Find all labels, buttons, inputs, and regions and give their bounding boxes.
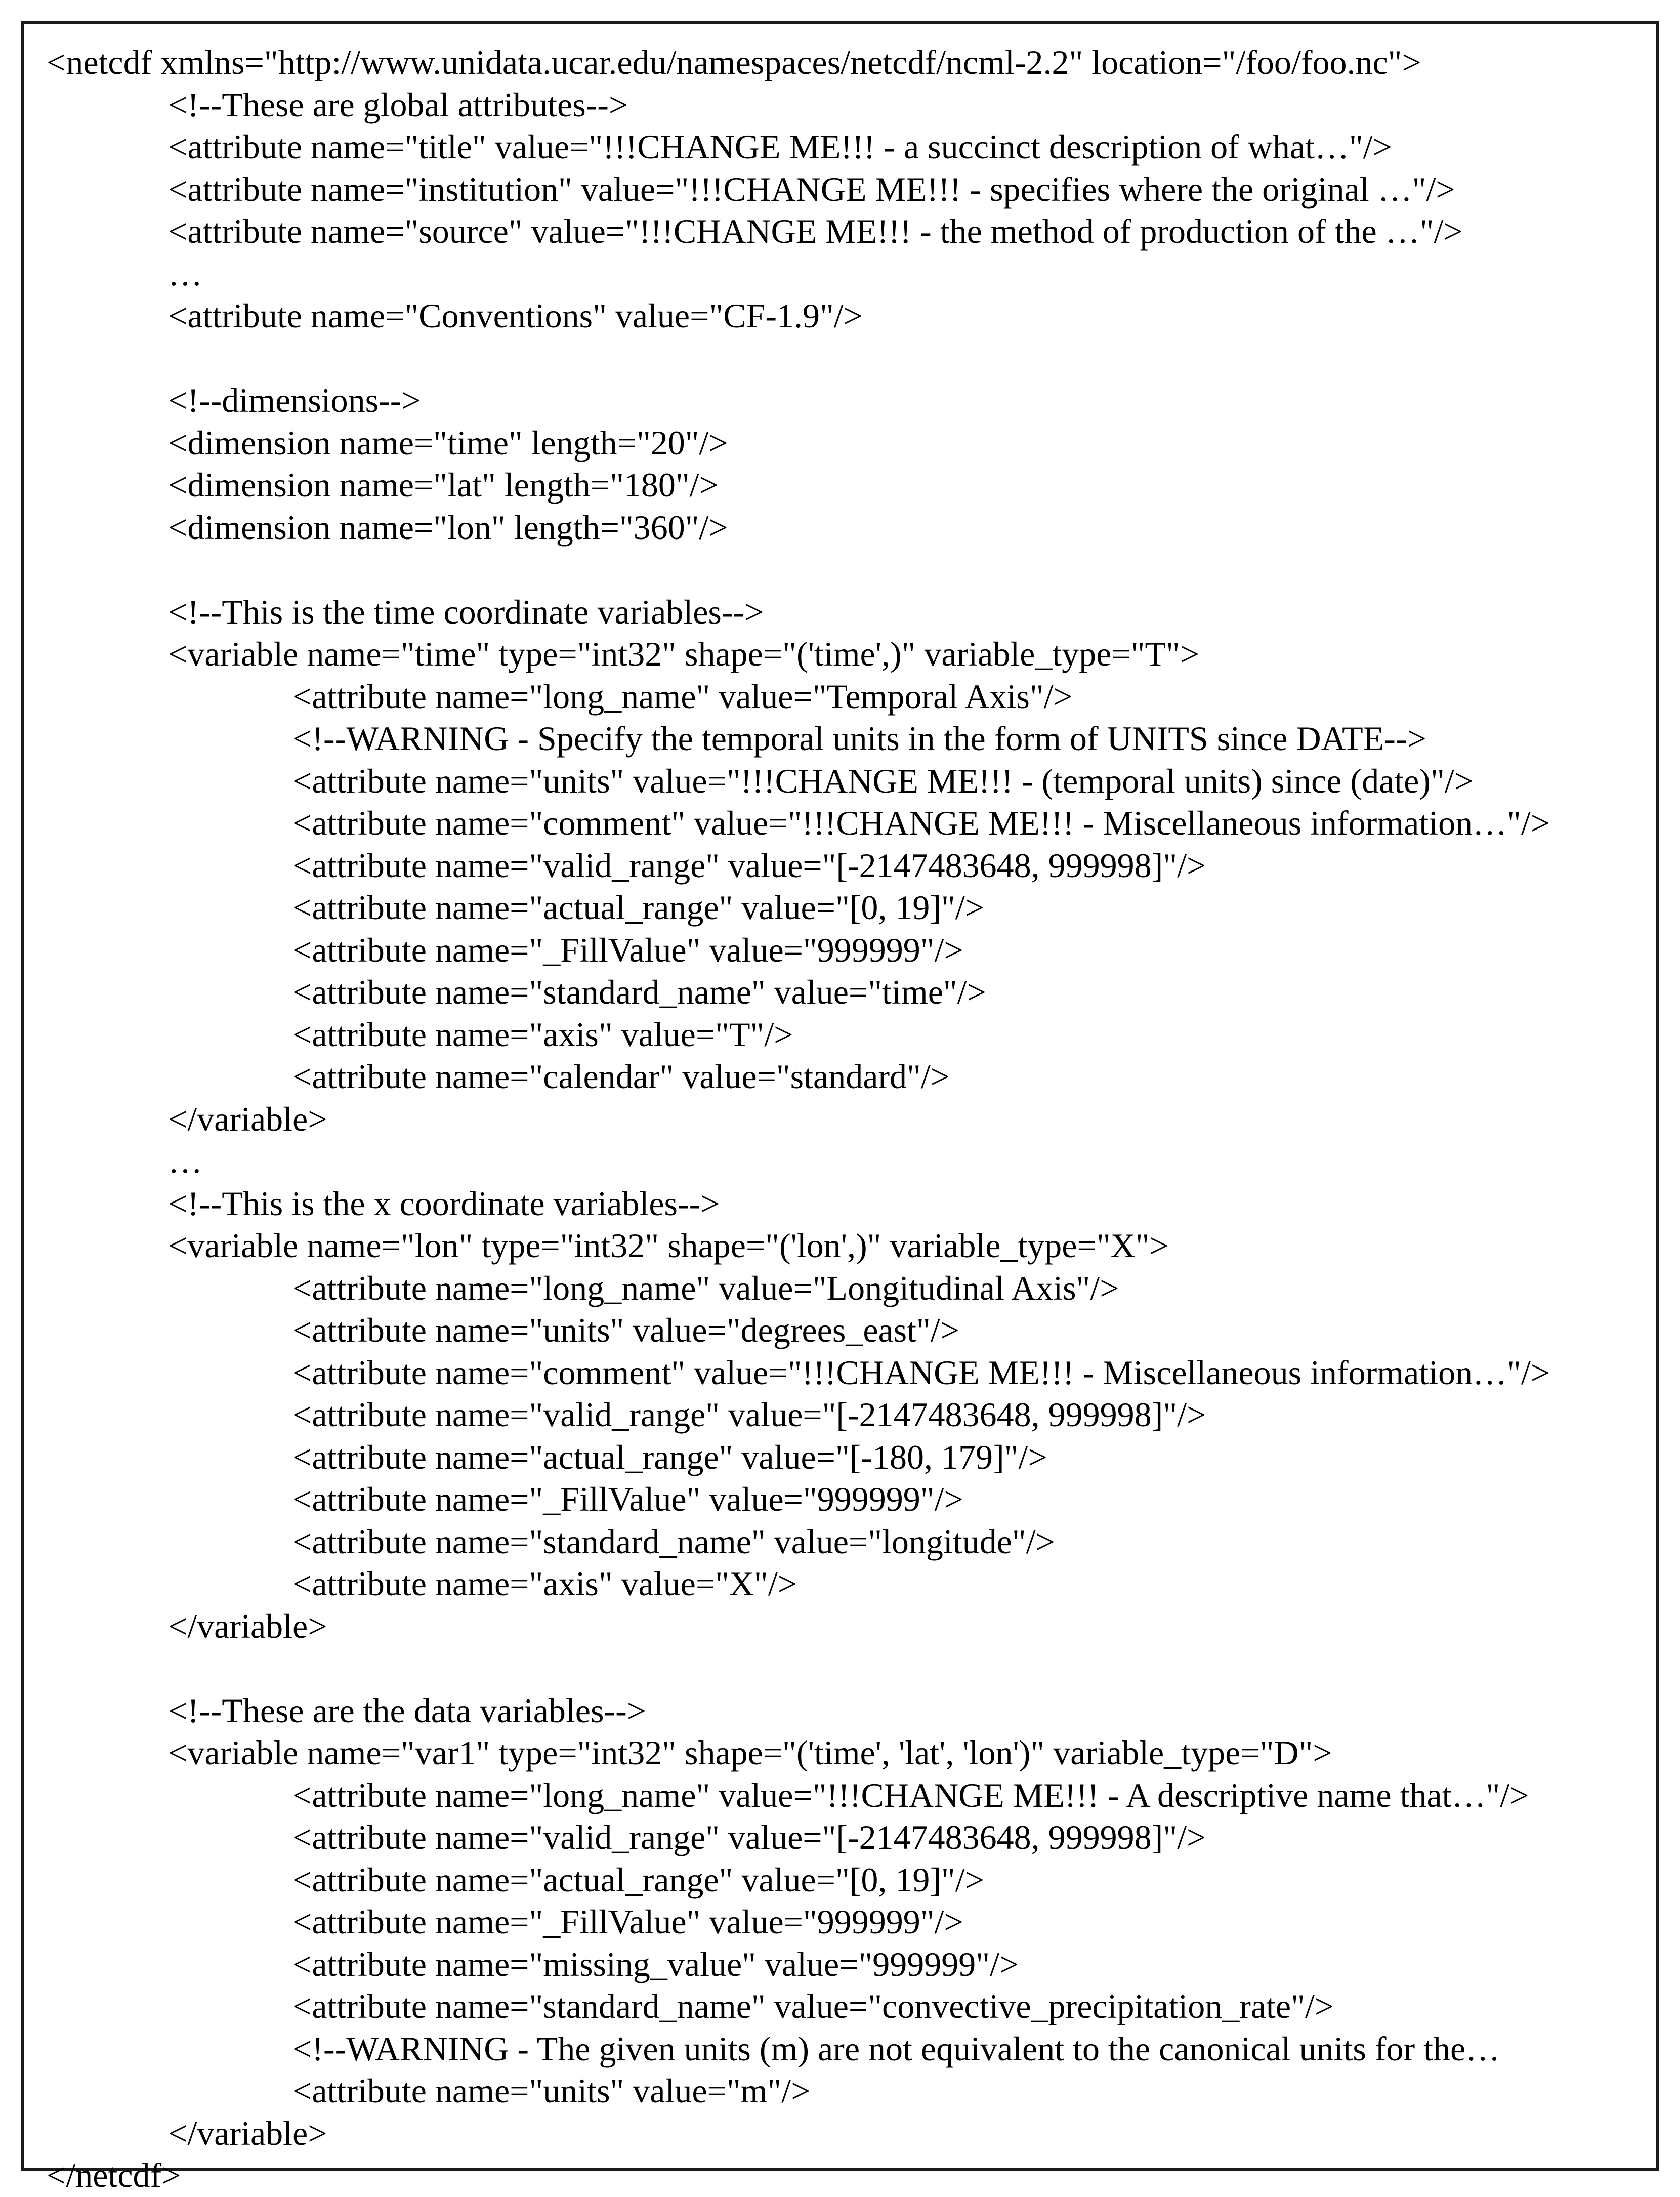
code-line: </netcdf> <box>47 2156 181 2194</box>
code-line: <attribute name="axis" value="T"/> <box>292 1015 793 1054</box>
code-line: <attribute name="comment" value="!!!CHANGE ME!!! - Miscellaneous information…"/> <box>292 1353 1550 1392</box>
code-line: <attribute name="Conventions" value="CF-1.9"/> <box>168 297 863 335</box>
code-line: <attribute name="standard_name" value="longitude"/> <box>292 1522 1055 1561</box>
code-line: <attribute name="actual_range" value="[0, 19]"/> <box>292 1860 985 1899</box>
code-line: <!--This is the time coordinate variables--> <box>168 592 764 631</box>
code-line: <attribute name="long_name" value="Temporal Axis"/> <box>292 677 1073 716</box>
code-line: <attribute name="long_name" value="Longitudinal Axis"/> <box>292 1268 1119 1307</box>
code-line: <!--WARNING - Specify the temporal units in the form of UNITS since DATE--> <box>292 719 1426 758</box>
code-line: <!--These are the data variables--> <box>168 1691 647 1730</box>
code-line: <attribute name="actual_range" value="[-180, 179]"/> <box>292 1437 1047 1476</box>
code-line: </variable> <box>168 1606 327 1645</box>
code-line: <attribute name="comment" value="!!!CHANGE ME!!! - Miscellaneous information…"/> <box>292 804 1550 842</box>
code-line: … <box>168 254 202 293</box>
code-line: </variable> <box>168 2113 327 2152</box>
code-line: <!--This is the x coordinate variables--> <box>168 1184 720 1223</box>
code-line: <attribute name="axis" value="X"/> <box>292 1564 797 1603</box>
code-line: <attribute name="calendar" value="standard"/> <box>292 1057 950 1096</box>
code-line: <dimension name="lon" length="360"/> <box>168 508 728 547</box>
code-line: <attribute name="valid_range" value="[-2147483648, 999998]"/> <box>292 1395 1206 1434</box>
code-line: <attribute name="units" value="degrees_east"/> <box>292 1311 960 1349</box>
code-line: <attribute name="units" value="m"/> <box>292 2071 811 2110</box>
code-line: <attribute name="standard_name" value="convective_precipitation_rate"/> <box>292 1987 1334 2025</box>
code-line: <dimension name="lat" length="180"/> <box>168 466 719 504</box>
code-line: <attribute name="valid_range" value="[-2147483648, 999998]"/> <box>292 1818 1206 1856</box>
code-line: <variable name="var1" type="int32" shape="('time', 'lat', 'lon')" variable_type="D"> <box>168 1733 1332 1772</box>
code-line: <variable name="time" type="int32" shape="('time',)" variable_type="T"> <box>168 635 1200 673</box>
code-line: <!--These are global attributes--> <box>168 85 628 124</box>
code-line: <attribute name="units" value="!!!CHANGE ME!!! - (temporal units) since (date)"/> <box>292 761 1474 800</box>
code-line: <attribute name="_FillValue" value="999999"/> <box>292 1480 963 1518</box>
ncml-code-listing <box>47 42 1550 2197</box>
ncml-document-frame <box>21 21 1659 2194</box>
code-line: <attribute name="title" value="!!!CHANGE ME!!! - a succinct description of what…"/> <box>168 128 1392 166</box>
code-line: <attribute name="_FillValue" value="999999"/> <box>292 930 963 969</box>
code-line: <attribute name="valid_range" value="[-2147483648, 999998]"/> <box>292 846 1206 885</box>
code-line: <attribute name="actual_range" value="[0, 19]"/> <box>292 888 985 927</box>
code-line <box>47 1647 1550 1690</box>
code-line: <attribute name="standard_name" value="time"/> <box>292 973 986 1011</box>
code-line: </variable> <box>168 1099 327 1138</box>
code-line: <!--dimensions--> <box>168 381 421 420</box>
code-line: <dimension name="time" length="20"/> <box>168 423 728 462</box>
code-line: … <box>168 1142 202 1180</box>
code-line: <attribute name="_FillValue" value="999999"/> <box>292 1902 963 1941</box>
code-line: <netcdf xmlns="http://www.unidata.ucar.edu/namespaces/netcdf/ncml-2.2" location="/foo/foo.nc"> <box>47 43 1421 81</box>
code-line: <variable name="lon" type="int32" shape="('lon',)" variable_type="X"> <box>168 1226 1169 1265</box>
code-line: <attribute name="institution" value="!!!CHANGE ME!!! - specifies where the original …"/> <box>168 170 1455 209</box>
code-line: <attribute name="source" value="!!!CHANGE ME!!! - the method of production of the …"/> <box>168 212 1463 251</box>
code-line <box>47 549 1550 591</box>
code-line: <attribute name="long_name" value="!!!CHANGE ME!!! - A descriptive name that…"/> <box>292 1775 1529 1814</box>
code-line: <!--WARNING - The given units (m) are not equivalent to the canonical units for the… <box>292 2029 1500 2068</box>
code-line <box>47 338 1550 380</box>
code-line: <attribute name="missing_value" value="999999"/> <box>292 1944 1019 1983</box>
